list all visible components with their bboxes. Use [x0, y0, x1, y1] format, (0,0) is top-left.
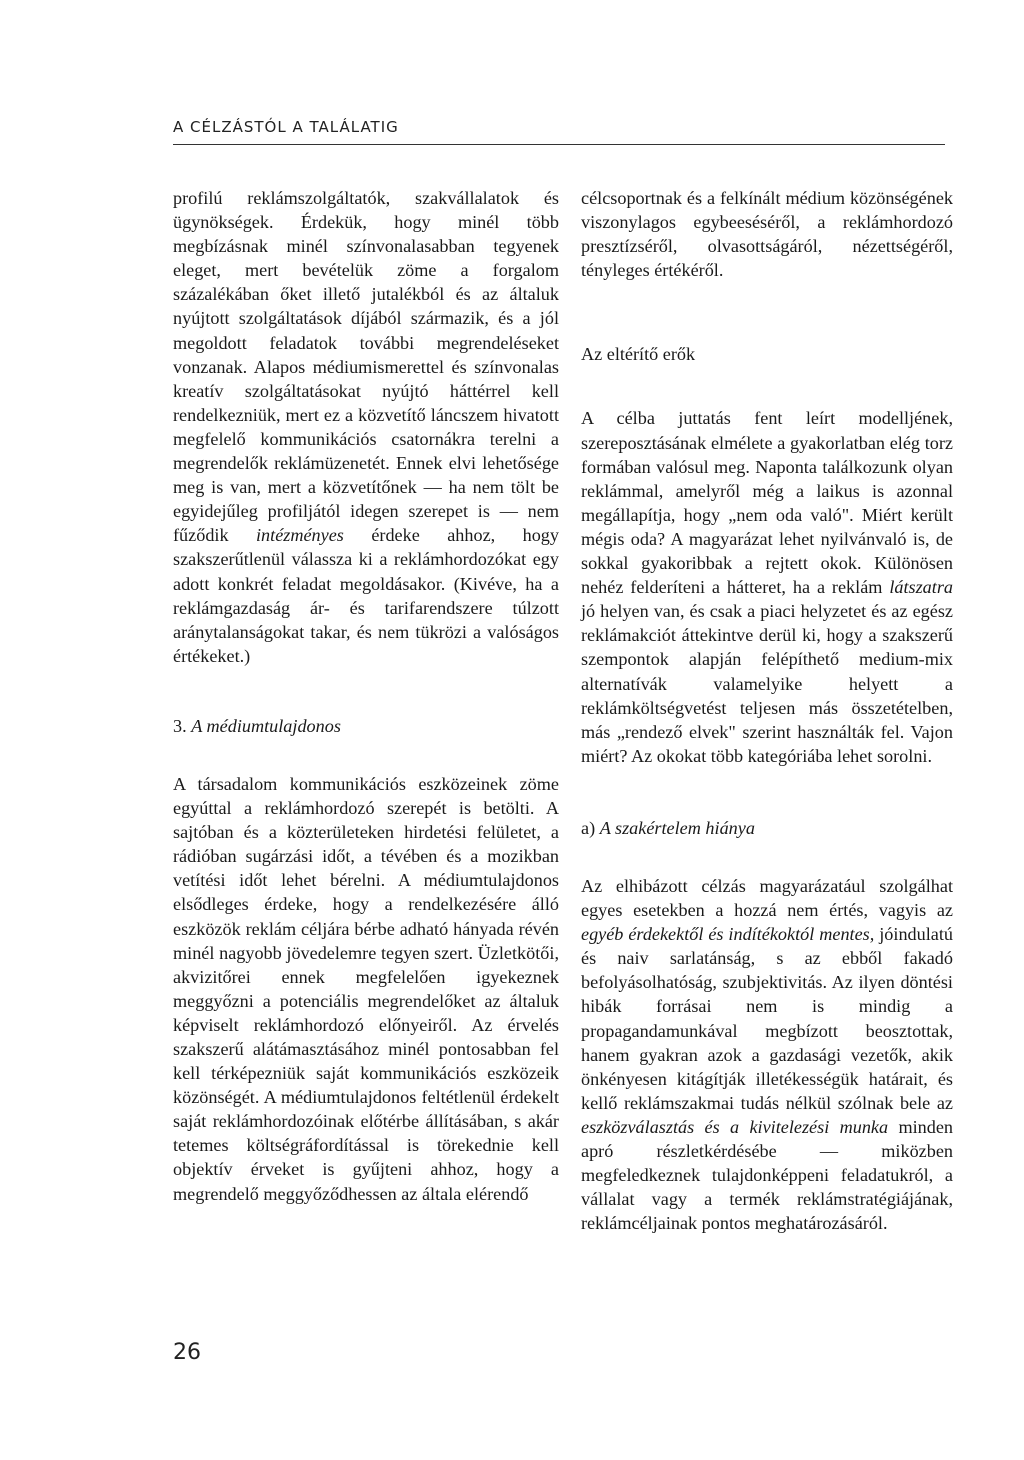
paragraph-text: jó helyen van, és csak a piaci helyzetet és az egész reklámakciót áttekintve derül ki, hogy a szakszerű szempontok alapján felépíthető medium-mix alternatívák valamelyike helyett a reklámköltségvetést teljesen más összetételben, más „rendező elvek" szerint használták fel. Vajon miért? Az okokat több kategóriába lehet sorolni. [581, 601, 953, 766]
emphasis-text: intézményes [256, 525, 344, 546]
emphasis-text: eszközválasztás és a kivitelezési munka [581, 1116, 889, 1137]
right-column [581, 186, 953, 1235]
paragraph-text: A célba juttatás fent leírt modelljének, szereposztásának elmélete a gyakorlatban elég torz formában valósul meg. Naponta találkozunk olyan reklámmal, amelyről még a laikus is azonnal megállapítja, hogy „nem oda való". Miért került mégis oda? A magyarázat lehet nyilvánvaló is, de sokkal gyakoribbak a rejtett okok. Különösen nehéz felderíteni a hátteret, ha a reklám [581, 408, 953, 598]
emphasis-text: látszatra [889, 577, 954, 598]
body-paragraph: A társadalom kommunikációs eszközeinek zöme egyúttal a reklámhordozó szerepét is betölti. A sajtóban és a közterületeken hirdetési felületet, a rádióban sugárzási időt, a tévében és a mozikban vetítési időt lehet bérelni. A médiumtulajdonos elsődleges érdeke, hogy a rendelkezésére álló eszközök reklám céljára bérbe adható hányada révén minél nagyobb jövedelemre tegyen szert. Üzletkötői, akvizitőrei ennek megfelelően igyekeznek meggyőzni a potenciális megrendelőket az általuk képviselt reklámhordozó előnyeiről. Az érvelés szakszerű alátámasztásához minél pontosabban fel kell térképezniük saját kommunikációs eszközeik közönségét. A médiumtulajdonos feltétlenül érdekelt saját reklámhordozóinak előtérbe állításában, s akár tetemes költségráfordítással is törekednie kell objektív érveket is gyűjteni ahhoz, hogy a megrendelő meggyőződhessen az általa elérendő [173, 773, 559, 1204]
section-title: A médiumtulajdonos [191, 715, 341, 736]
paragraph-text: érdeke ahhoz, hogy szakszerűtlenül válassza ki a reklámhordozókat egy adott konkrét feladat megoldásakor. (Kivéve, ha a reklámgazdaság ár- és tarifarendszere túlzott aránytalanságokat takar, és nem tükrözi a valóságos értékeket.) [173, 525, 559, 666]
subheading-title: A szakértelem hiánya [599, 817, 755, 838]
emphasis-text: egyéb érdekektől és indítékoktól mentes, [581, 924, 875, 945]
subheading-prefix: a) [581, 817, 596, 838]
subheading: Az eltérítő erők [581, 344, 696, 365]
section-number: 3. [173, 715, 187, 736]
body-paragraph: célcsoportnak és a felkínált médium közönségének viszonylagos egybeeséséről, a reklámhordozó presztízséről, olvasottságáról, nézettségéről, tényleges értékéről. [581, 188, 953, 281]
paragraph-text: profilú reklámszolgáltatók, szakvállalatok és ügynökségek. Érdekük, hogy minél több megbízásnak minél színvonalasabban tegyenek eleget, mert bevételük zöme a forgalom százalékában őket illető jutalékból és az általuk nyújtott szolgáltatások díjából származik, és a jól megoldott feladatok további megrendeléseket vonzanak. Alapos médiumismerettel és színvonalas kreatív szolgáltatásokat nyújtó háttérrel kell rendelkezniük, mert ez a közvetítő láncszem hivatott megfelelő kommunikációs csatornákra terelni a megrendelők reklámüzenetét. Ennek elvi lehetősége meg is van, mert a közvetítőnek — ha nem tölt be egyidejűleg profiljától idegen szerepet is — nem fűződik [173, 188, 559, 546]
left-column [173, 186, 559, 1206]
paragraph-text: Az elhibázott célzás magyarázatául szolgálhat egyes esetekben a hozzá nem értés, vagyis az [581, 875, 953, 921]
subheading [581, 816, 953, 840]
body-paragraph [173, 186, 559, 668]
running-head: A CÉLZÁSTÓL A TALÁLATIG [173, 118, 399, 136]
paragraph-text: minden apró részletkérdésébe — miközben megfeledkeznek tulajdonképpeni feladatukról, a vállalat vagy a termék reklámstratégiájának, reklámcéljainak pontos meghatározásáról. [581, 1116, 954, 1234]
page-number: 26 [173, 1340, 201, 1365]
paragraph-text: jóindulatú és naiv sarlatánság, s az ebből fakadó befolyásolhatóság, szubjektivitás. Az ilyen döntési hibák forrásai nem is mindig a propagandamunkával megbízott beosztottak, hanem gyakran azok a gazdasági vezetők, akik önkényesen kitágítják illetékességük határait, és kellő reklámszakmai tudás nélkül szólnak bele az [581, 924, 954, 1113]
body-paragraph [581, 406, 953, 767]
section-heading [173, 714, 559, 738]
body-paragraph [581, 874, 953, 1235]
header-rule [173, 144, 945, 145]
